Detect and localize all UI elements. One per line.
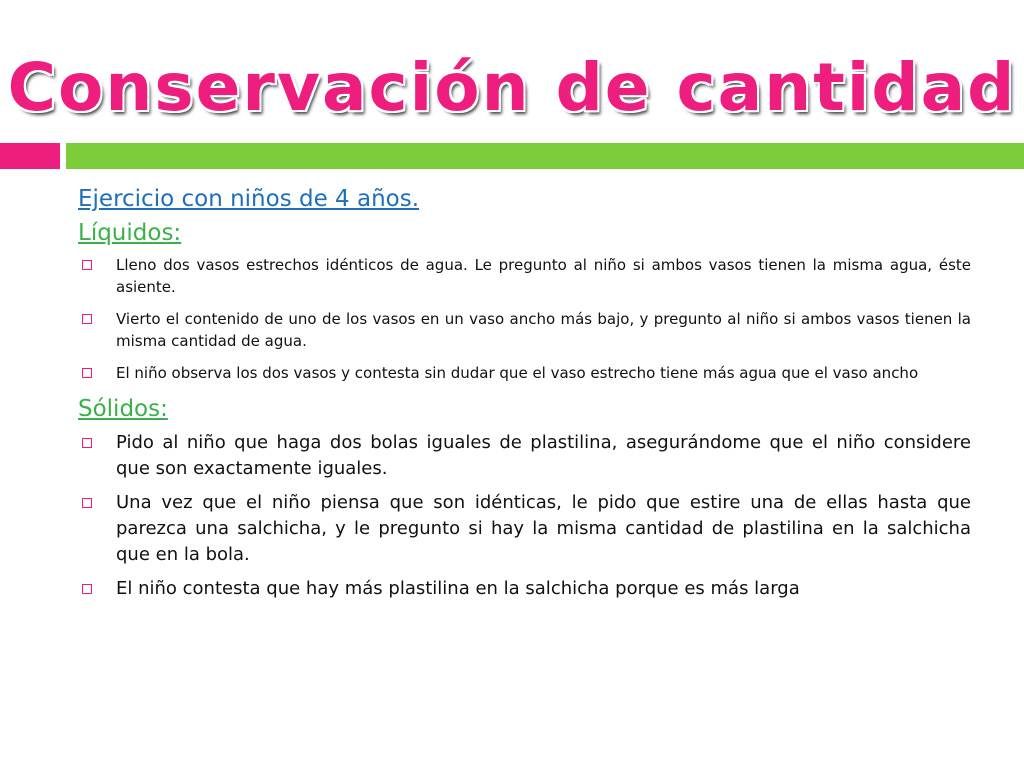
bullet-text: Una vez que el niño piensa que son idénticas, le pido que estire una de ellas hasta que parezca una salchicha, y le pregunto si hay la misma cantidad de plastilina en la salchicha que en la bola.: [116, 492, 971, 565]
hollow-square-bullet-icon: [82, 438, 92, 448]
bullet-item: [78, 308, 971, 352]
bullet-text: Lleno dos vasos estrechos idénticos de agua. Le pregunto al niño si ambos vasos tienen la misma agua, éste asiente.: [116, 256, 971, 296]
bullet-text: El niño observa los dos vasos y contesta sin dudar que el vaso estrecho tiene más agua que el vaso ancho: [116, 364, 919, 382]
bullet-item: [78, 430, 971, 482]
slide-title: Conservación de cantidad: [7, 49, 1017, 126]
bullet-text: Vierto el contenido de uno de los vasos en un vaso ancho más bajo, y pregunto al niño si ambos vasos tienen la misma cantidad de agua.: [116, 310, 971, 350]
bullet-item: [78, 490, 971, 568]
hollow-square-bullet-icon: [82, 584, 92, 594]
accent-bar-green: [66, 143, 1024, 169]
section-heading-liquidos: Líquidos:: [78, 220, 182, 246]
bullet-text: El niño contesta que hay más plastilina en la salchicha porque es más larga: [116, 578, 800, 599]
bullet-text: Pido al niño que haga dos bolas iguales de plastilina, asegurándome que el niño considere que son exactamente iguales.: [116, 432, 971, 479]
section-heading-solidos: Sólidos:: [78, 396, 168, 422]
hollow-square-bullet-icon: [82, 368, 92, 378]
bullet-item: [78, 254, 971, 298]
hollow-square-bullet-icon: [82, 260, 92, 270]
bullet-list-liquidos: [78, 254, 971, 384]
hollow-square-bullet-icon: [82, 314, 92, 324]
bullet-list-solidos: [78, 430, 971, 602]
slide-body: [78, 180, 971, 610]
bullet-item: [78, 576, 971, 602]
accent-bar-pink: [0, 143, 60, 169]
bullet-item: [78, 362, 971, 384]
intro-heading: Ejercicio con niños de 4 años.: [78, 186, 420, 212]
hollow-square-bullet-icon: [82, 498, 92, 508]
